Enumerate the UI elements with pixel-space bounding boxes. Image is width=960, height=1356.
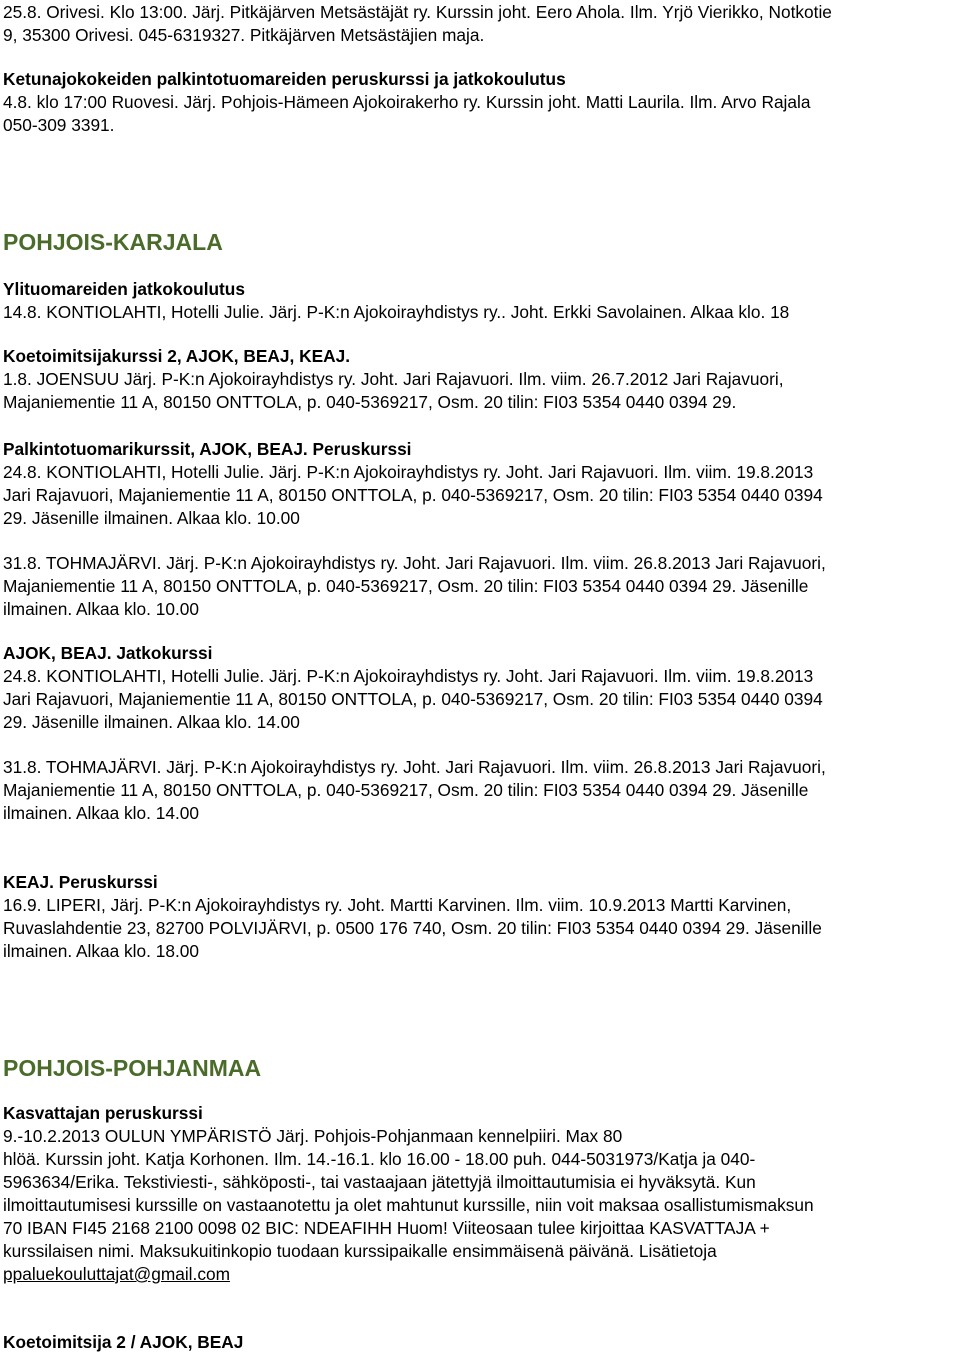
koetoimitsija-course-section <box>3 345 955 414</box>
koetoimitsija2-section <box>3 1331 955 1354</box>
section-title: Koetoimitsijakurssi 2, AJOK, BEAJ, KEAJ. <box>3 346 351 366</box>
text-line: 9, 35300 Orivesi. 045-6319327. Pitkäjärven Metsästäjien maja. <box>3 25 485 45</box>
text-line: 5963634/Erika. Tekstiviesti-, sähköposti-, tai vastaajaan jätettyjä ilmoittautumisia ei hyväksytä. Kun <box>3 1172 756 1192</box>
text-line: 4.8. klo 17:00 Ruovesi. Järj. Pohjois-Hämeen Ajokoirakerho ry. Kurssin joht. Matti Laurila. Ilm. Arvo Rajala <box>3 92 811 112</box>
text-line: hlöä. Kurssin joht. Katja Korhonen. Ilm. 14.-16.1. klo 16.00 - 18.00 puh. 044-5031973/Katja ja 040- <box>3 1149 756 1169</box>
keaj-peruskurssi-section <box>3 871 955 963</box>
text-line: ilmainen. Alkaa klo. 10.00 <box>3 599 199 619</box>
orivesi-event <box>3 1 955 47</box>
email-link[interactable]: ppaluekouluttajat@gmail.com <box>3 1264 230 1284</box>
text-line: 1.8. JOENSUU Järj. P-K:n Ajokoirayhdistys ry. Joht. Jari Rajavuori. Ilm. viim. 26.7.2012 Jari Rajavuori, <box>3 369 784 389</box>
jatkokurssi-section <box>3 642 955 734</box>
section-title: Koetoimitsija 2 / AJOK, BEAJ <box>3 1332 244 1352</box>
text-line: ilmainen. Alkaa klo. 18.00 <box>3 941 199 961</box>
text-line: Majaniementie 11 A, 80150 ONTTOLA, p. 040-5369217, Osm. 20 tilin: FI03 5354 0440 0394 29. Jäsenille <box>3 576 809 596</box>
text-line: 29. Jäsenille ilmainen. Alkaa klo. 14.00 <box>3 712 300 732</box>
text-line: Jari Rajavuori, Majaniementie 11 A, 80150 ONTTOLA, p. 040-5369217, Osm. 20 tilin: FI03 5354 0440 0394 <box>3 689 823 709</box>
text-line: 31.8. TOHMAJÄRVI. Järj. P-K:n Ajokoirayhdistys ry. Joht. Jari Rajavuori. Ilm. viim. 26.8.2013 Jari Rajavuori, <box>3 757 826 777</box>
palkintotuomari-course-section <box>3 438 955 530</box>
text-line: Jari Rajavuori, Majaniementie 11 A, 80150 ONTTOLA, p. 040-5369217, Osm. 20 tilin: FI03 5354 0440 0394 <box>3 485 823 505</box>
section-title: Palkintotuomarikurssit, AJOK, BEAJ. Peruskurssi <box>3 439 412 459</box>
text-line: kurssilaisen nimi. Maksukuitinkopio tuodaan kurssipaikalle ensimmäisenä päivänä. Lisätietoja <box>3 1241 717 1261</box>
section-title: Ketunajokokeiden palkintotuomareiden peruskurssi ja jatkokoulutus <box>3 69 566 89</box>
ketunajo-course-section <box>3 68 955 137</box>
text-line: 24.8. KONTIOLAHTI, Hotelli Julie. Järj. P-K:n Ajokoirayhdistys ry. Joht. Jari Rajavuori. Ilm. viim. 19.8.2013 <box>3 462 814 482</box>
section-title: KEAJ. Peruskurssi <box>3 872 158 892</box>
text-line: 050-309 3391. <box>3 115 115 135</box>
text-line: Majaniementie 11 A, 80150 ONTTOLA, p. 040-5369217, Osm. 20 tilin: FI03 5354 0440 0394 29. <box>3 392 737 412</box>
text-line: 9.-10.2.2013 OULUN YMPÄRISTÖ Järj. Pohjois-Pohjanmaan kennelpiiri. Max 80 <box>3 1126 623 1146</box>
text-line: Ruvaslahdentie 23, 82700 POLVIJÄRVI, p. 0500 176 740, Osm. 20 tilin: FI03 5354 0440 0394 29. Jäsenille <box>3 918 822 938</box>
text-line: ilmoittautumisesi kurssille on vastaanotettu ja olet mahtunut kurssille, niin voit maksaa osallistumismaksun <box>3 1195 814 1215</box>
region-heading-pohjois-pohjanmaa: POHJOIS-POHJANMAA <box>3 1055 262 1081</box>
text-line: 16.9. LIPERI, Järj. P-K:n Ajokoirayhdistys ry. Joht. Martti Karvinen. Ilm. viim. 10.9.2013 Martti Karvinen, <box>3 895 792 915</box>
tohmajarvi-jatkokurssi <box>3 756 955 825</box>
text-line: 14.8. KONTIOLAHTI, Hotelli Julie. Järj. P-K:n Ajokoirayhdistys ry.. Joht. Erkki Savolainen. Alkaa klo. 18 <box>3 302 790 322</box>
text-line: 24.8. KONTIOLAHTI, Hotelli Julie. Järj. P-K:n Ajokoirayhdistys ry. Joht. Jari Rajavuori. Ilm. viim. 19.8.2013 <box>3 666 814 686</box>
region-heading-pohjois-karjala: POHJOIS-KARJALA <box>3 229 223 255</box>
text-line: ilmainen. Alkaa klo. 14.00 <box>3 803 199 823</box>
section-title: AJOK, BEAJ. Jatkokurssi <box>3 643 213 663</box>
text-line: 31.8. TOHMAJÄRVI. Järj. P-K:n Ajokoirayhdistys ry. Joht. Jari Rajavuori. Ilm. viim. 26.8.2013 Jari Rajavuori, <box>3 553 826 573</box>
text-line: 70 IBAN FI45 2168 2100 0098 02 BIC: NDEAFIHH Huom! Viiteosaan tulee kirjoittaa KASVATTAJA + <box>3 1218 770 1238</box>
ylituomari-course-section <box>3 278 955 324</box>
text-line: Majaniementie 11 A, 80150 ONTTOLA, p. 040-5369217, Osm. 20 tilin: FI03 5354 0440 0394 29. Jäsenille <box>3 780 809 800</box>
text-line: 25.8. Orivesi. Klo 13:00. Järj. Pitkäjärven Metsästäjät ry. Kurssin joht. Eero Ahola. Ilm. Yrjö Vierikko, Notkotie <box>3 2 832 22</box>
kasvattaja-course-section <box>3 1102 955 1286</box>
text-line: 29. Jäsenille ilmainen. Alkaa klo. 10.00 <box>3 508 300 528</box>
tohmajarvi-peruskurssi <box>3 552 955 621</box>
section-title: Kasvattajan peruskurssi <box>3 1103 203 1123</box>
section-title: Ylituomareiden jatkokoulutus <box>3 279 245 299</box>
